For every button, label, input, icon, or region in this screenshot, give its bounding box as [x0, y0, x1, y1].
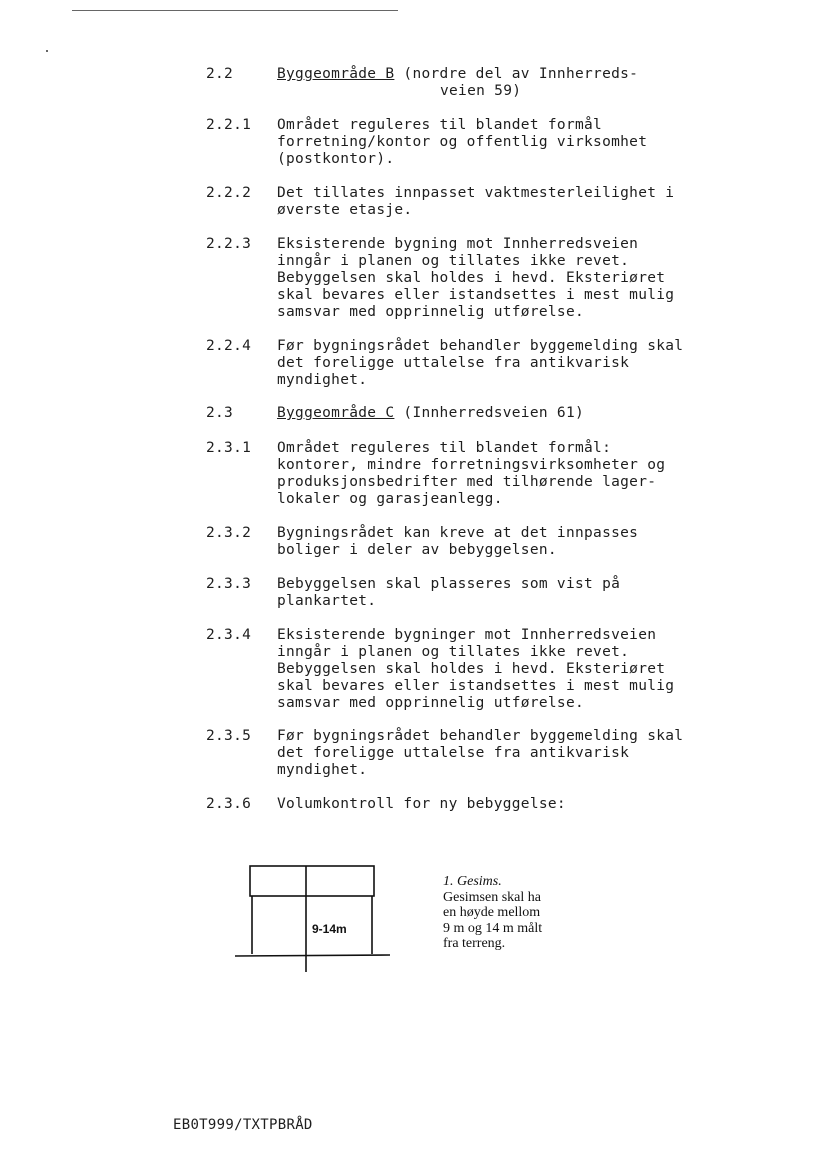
section-number: 2.3.5: [206, 728, 252, 744]
top-rule: [72, 10, 398, 11]
paragraph-line: skal bevares eller istandsettes i mest mulig: [277, 678, 675, 694]
paragraph-line: Eksisterende bygninger mot Innherredsveien: [277, 627, 657, 643]
section-number: 2.3.1: [206, 440, 252, 456]
heading-rest: (Innherredsveien 61): [394, 405, 585, 421]
paragraph-line: Det tillates innpasset vaktmesterleilighet i: [277, 185, 675, 201]
heading-title: Byggeområde C: [277, 405, 395, 421]
paragraph-line: Området reguleres til blandet formål: [277, 117, 603, 133]
heading-title: Byggeområde B: [277, 66, 395, 82]
section-number: 2.3.4: [206, 627, 252, 643]
paragraph-line: Bebyggelsen skal holdes i hevd. Eksteriøret: [277, 270, 666, 286]
paragraph-line: Bebyggelsen skal plasseres som vist på: [277, 576, 621, 592]
paragraph-line: Eksisterende bygning mot Innherredsveien: [277, 236, 639, 252]
paragraph-line: samsvar med opprinnelig utførelse.: [277, 695, 585, 711]
paragraph-line: Før bygningsrådet behandler byggemelding skal: [277, 728, 684, 744]
scan-speck: [46, 50, 48, 52]
document-code: EB0T999/TXTPBRÅD: [173, 1117, 313, 1133]
section-number: 2.2.3: [206, 236, 252, 252]
section-number: 2.2.2: [206, 185, 252, 201]
paragraph-line: (postkontor).: [277, 151, 395, 167]
paragraph-line: inngår i planen og tillates ikke revet.: [277, 253, 630, 269]
paragraph-line: samsvar med opprinnelig utførelse.: [277, 304, 585, 320]
paragraph-line: lokaler og garasjeanlegg.: [277, 491, 503, 507]
paragraph-line: forretning/kontor og offentlig virksomhet: [277, 134, 648, 150]
caption-line: Gesimsen skal ha: [443, 889, 541, 905]
paragraph-line: det foreligge uttalelse fra antikvarisk: [277, 745, 630, 761]
section-heading: [277, 405, 584, 422]
paragraph-line: Før bygningsrådet behandler byggemelding skal: [277, 338, 684, 354]
terrain-line: [235, 955, 390, 956]
paragraph-line: myndighet.: [277, 762, 368, 778]
paragraph-line: myndighet.: [277, 372, 368, 388]
section-number: 2.3.6: [206, 796, 252, 812]
paragraph-line: øverste etasje.: [277, 202, 413, 218]
paragraph-line: boliger i deler av bebyggelsen.: [277, 542, 557, 558]
caption-line: en høyde mellom: [443, 905, 541, 920]
section-number: 2.3.2: [206, 525, 252, 541]
section-number: 2.3: [206, 405, 234, 421]
section-number: 2.2.4: [206, 338, 252, 354]
paragraph-line: det foreligge uttalelse fra antikvarisk: [277, 355, 630, 371]
caption-line: fra terreng.: [443, 936, 506, 951]
figure-caption: [443, 874, 573, 952]
heading-line-2: veien 59): [440, 83, 522, 99]
heading-rest: (nordre del av Innherreds-: [394, 66, 639, 82]
paragraph-line: produksjonsbedrifter med tilhørende lager-: [277, 474, 657, 490]
paragraph-line: kontorer, mindre forretningsvirksomheter og: [277, 457, 666, 473]
section-number: 2.2: [206, 66, 234, 82]
paragraph-line: skal bevares eller istandsettes i mest mulig: [277, 287, 675, 303]
section-heading: [277, 66, 638, 83]
paragraph-line: Bygningsrådet kan kreve at det innpasses: [277, 525, 639, 541]
section-number: 2.3.3: [206, 576, 252, 592]
cornice-block: [250, 866, 374, 896]
paragraph-line: Området reguleres til blandet formål:: [277, 440, 612, 456]
paragraph-line: Bebyggelsen skal holdes i hevd. Eksteriøret: [277, 661, 666, 677]
dimension-label: 9-14m: [312, 922, 347, 936]
caption-line: 9 m og 14 m målt: [443, 920, 543, 936]
paragraph-line: inngår i planen og tillates ikke revet.: [277, 644, 630, 660]
paragraph-line: plankartet.: [277, 593, 377, 609]
section-number: 2.2.1: [206, 117, 252, 133]
building-height-diagram: [232, 862, 397, 972]
caption-title: 1. Gesims.: [443, 874, 502, 889]
paragraph-line: Volumkontroll for ny bebyggelse:: [277, 796, 566, 812]
